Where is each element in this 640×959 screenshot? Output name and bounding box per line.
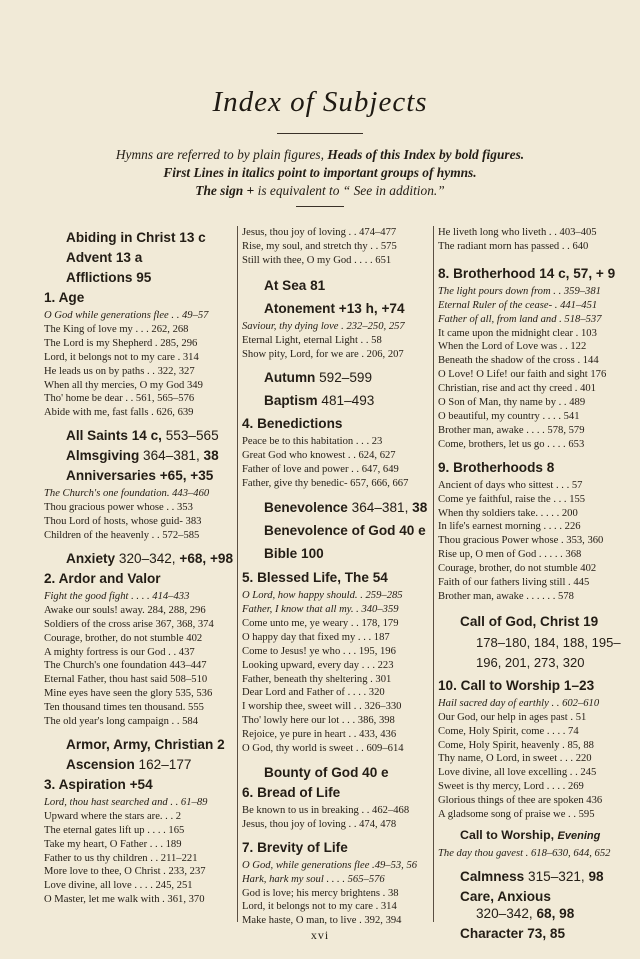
- index-entry: Jesus, thou joy of loving . . 474, 478: [242, 818, 397, 830]
- hymn-range: 364–381,: [143, 448, 200, 464]
- index-entry: Father, beneath thy sheltering . 301: [242, 673, 392, 685]
- index-entry: Come ye faithful, raise the . . . 155: [438, 493, 586, 505]
- index-entry: Show pity, Lord, for we are . 206, 207: [242, 348, 404, 360]
- intro-line2: First Lines in italics point to important groups of hymns.: [163, 165, 477, 180]
- index-entry: O Son of Man, thy name by . . 489: [438, 397, 586, 409]
- intro-line1b: Heads of this Index by bold figures.: [327, 147, 525, 162]
- index-entry: Father, give thy benedic- 657, 666, 667: [242, 478, 409, 490]
- head-ref: 98: [588, 868, 604, 884]
- index-entry: When the Lord of Love was . . 122: [438, 341, 587, 353]
- index-entry: A gladsome song of praise we . . 595: [438, 809, 595, 821]
- heading-benedictions: 4. Benedictions: [242, 416, 343, 432]
- heading-character: Character 73, 85: [460, 925, 566, 941]
- index-entry: Looking upward, every day . . . 223: [242, 659, 394, 671]
- hymn-range: 553–565: [165, 428, 219, 444]
- index-entry: O beautiful, my country . . . . 541: [438, 410, 580, 422]
- index-entry: Courage, brother, do not stumble 402: [44, 632, 203, 644]
- head-ref: 38: [412, 500, 428, 516]
- index-column-1: [44, 226, 234, 907]
- index-entry: Soldiers of the cross arise 367, 368, 374: [44, 618, 214, 630]
- index-entry: Glorious things of thee are spoken 436: [438, 795, 603, 807]
- index-entry: Thou Lord of hosts, whose guid- 383: [44, 516, 202, 528]
- index-entry: Father, I know that all my. . 340–359: [242, 603, 399, 615]
- hymn-range: 320–342,: [476, 905, 533, 921]
- index-entry: Take my heart, O Father . . . 189: [44, 838, 182, 850]
- index-entry: Lord, thou hast searched and . . 61–89: [44, 796, 208, 808]
- heading-text: Ascension: [66, 756, 135, 772]
- heading-autumn: [242, 370, 429, 385]
- index-entry: Come, Holy Spirit, come . . . . 74: [438, 725, 579, 737]
- continued-entries: [242, 226, 429, 268]
- index-entry: Peace be to this habitation . . . 23: [242, 436, 383, 448]
- ardor-entries: [44, 590, 234, 729]
- index-entry: Saviour, thy dying love . 232–250, 257: [242, 320, 405, 332]
- index-entry: Great God who knowest . . 624, 627: [242, 450, 396, 462]
- index-entry: The Church's one foundation 443–447: [44, 660, 207, 672]
- index-entry: Thy name, O Lord, in sweet . . . 220: [438, 753, 592, 765]
- index-entry: Dear Lord and Father of . . . . 320: [242, 687, 385, 699]
- index-entry: Father of love and power . . 647, 649: [242, 464, 399, 476]
- heading-all-saints: [44, 428, 234, 443]
- intro-plus-sign: +: [246, 183, 255, 198]
- brotherhood-entries: [438, 285, 622, 452]
- index-entry: The radiant morn has passed . . 640: [438, 240, 589, 252]
- anniversaries-entries: [44, 487, 234, 543]
- index-entry: Tho' lowly here our lot . . . 386, 398: [242, 715, 395, 727]
- heading-text: Call to Worship,: [460, 828, 555, 842]
- hymn-range: 315–321,: [528, 868, 585, 884]
- heading-text: Baptism: [264, 393, 318, 409]
- heading-text: Calmness: [460, 868, 525, 884]
- index-entry: Father of all, from land and . 518–537: [438, 313, 602, 325]
- brevity-entries: [242, 859, 429, 929]
- index-entry: Abide with me, fast falls . 626, 639: [44, 407, 194, 419]
- index-entry: Mine eyes have seen the glory 535, 536: [44, 688, 213, 700]
- index-entry: O God while generations flee . . 49–57: [44, 310, 209, 321]
- heading-bread-of-life: 6. Bread of Life: [242, 784, 341, 800]
- index-entry: Rise, my soul, and stretch thy . . 575: [242, 240, 397, 252]
- heading-blessed-life: 5. Blessed Life, The 54: [242, 570, 388, 586]
- index-entry: When thy soldiers take. . . . . 200: [438, 507, 578, 519]
- intro-line3a: The sign: [195, 183, 244, 198]
- atonement-entries: [242, 320, 429, 362]
- page-number: xvi: [310, 928, 330, 942]
- intro-rule: [296, 206, 344, 207]
- intro-line3c: is equivalent to “ See in addition.”: [257, 183, 445, 198]
- heading-call-of-god: Call of God, Christ 19: [460, 613, 599, 629]
- heading-bible: Bible 100: [264, 546, 324, 562]
- index-entry: Love divine, all love . . . . 245, 251: [44, 880, 193, 892]
- index-entry: Hail sacred day of earthly . . 602–610: [438, 697, 600, 709]
- index-entry: Brother man, awake . . . . . . 578: [438, 590, 574, 602]
- heading-anxiety: [44, 551, 234, 566]
- heading-brotherhood: 8. Brotherhood 14 c, 57, + 9: [438, 265, 616, 281]
- care-anxious-refs: [438, 906, 622, 921]
- heading-abiding: Abiding in Christ 13 c: [66, 230, 206, 245]
- age-entries: [44, 309, 234, 420]
- aspiration-entries: [44, 796, 234, 907]
- index-entry: The day thou gavest . 618–630, 644, 652: [438, 848, 611, 859]
- index-entry: Upward where the stars are. . . 2: [44, 810, 182, 822]
- hymn-range: 481–493: [321, 393, 375, 409]
- index-entry: Father to us thy children . . 211–221: [44, 852, 198, 864]
- index-entry: Brother man, awake . . . . 578, 579: [438, 424, 585, 436]
- index-entry: Come, brothers, let us go . . . . 653: [438, 438, 585, 450]
- index-column-2: [242, 226, 429, 928]
- index-entry: The eternal gates lift up . . . . 165: [44, 824, 185, 836]
- index-entry: Eternal Light, eternal Light . . 58: [242, 334, 382, 346]
- index-entry: Come, Holy Spirit, heavenly . 85, 88: [438, 739, 594, 751]
- index-entry: A mighty fortress is our God . . 437: [44, 646, 195, 658]
- heading-armor: Armor, Army, Christian 2: [66, 736, 225, 752]
- heading-benevolence: [242, 500, 429, 515]
- index-entry: Be known to us in breaking . . 462–468: [242, 804, 410, 816]
- heading-care-anxious: Care, Anxious: [460, 888, 551, 904]
- index-entry: Make haste, O man, to live . 392, 394: [242, 915, 402, 927]
- index-entry: O Master, let me walk with . 361, 370: [44, 894, 205, 906]
- index-entry: He liveth long who liveth . . 403–405: [438, 227, 597, 238]
- index-entry: Ten thousand times ten thousand. 555: [44, 702, 204, 714]
- index-entry: Jesus, thou joy of loving . . 474–477: [242, 227, 397, 238]
- heading-ascension: [44, 757, 234, 772]
- intro-line1a: Hymns are referred to by plain figures,: [115, 147, 324, 162]
- index-entry: Thou gracious power whose . . 353: [44, 502, 193, 514]
- heading-text: Autumn: [264, 370, 316, 386]
- heading-text: Almsgiving: [66, 448, 140, 464]
- index-entry: Our God, our help in ages past . 51: [438, 711, 587, 723]
- title-rule: [277, 133, 363, 134]
- index-entry: O happy day that fixed my . . . 187: [242, 631, 390, 643]
- benedictions-entries: [242, 435, 429, 491]
- bread-entries: [242, 804, 429, 832]
- call-of-god-hymns: 178–180, 184, 188, 195–196, 201, 273, 320: [476, 634, 621, 670]
- heading-call-to-worship: 10. Call to Worship 1–23: [438, 677, 595, 693]
- blessed-entries: [242, 589, 429, 756]
- index-entry: It came upon the midnight clear . 103: [438, 327, 597, 339]
- heading-brevity: 7. Brevity of Life: [242, 839, 348, 855]
- heading-baptism: [242, 393, 429, 408]
- heading-almsgiving: [44, 448, 234, 463]
- head-ref: 38: [203, 448, 219, 464]
- index-entry: Come to Jesus! ye who . . . 195, 196: [242, 645, 396, 657]
- heading-benevolence-of-god: Benevolence of God 40 e: [264, 523, 426, 539]
- index-entry: Love divine, all love excelling . . 245: [438, 767, 597, 779]
- call-to-worship-entries: [438, 697, 622, 822]
- index-entry: The Church's one foundation. 443–460: [44, 488, 210, 500]
- column-divider: [433, 226, 434, 922]
- index-entry: O God, thy world is sweet . . 609–614: [242, 743, 404, 755]
- heading-afflictions: Afflictions 95: [66, 270, 152, 285]
- heading-bounty: Bounty of God 40 e: [264, 764, 389, 780]
- index-entry: O God, while generations flee .49–53, 56: [242, 859, 418, 871]
- hymn-range: 364–381,: [351, 500, 409, 516]
- index-entry: Thou gracious Power whose . 353, 360: [438, 535, 604, 547]
- index-entry: Fight the good fight . . . . 414–433: [44, 590, 190, 602]
- index-entry: Hark, hark my soul . . . . 565–576: [242, 873, 385, 885]
- hymn-range: 162–177: [138, 756, 192, 772]
- column-divider: [237, 226, 238, 922]
- index-entry: Rejoice, ye pure in heart . . 433, 436: [242, 729, 397, 741]
- index-entry: Awake our souls! away. 284, 288, 296: [44, 604, 206, 616]
- index-entry: He leads us on by paths . . 322, 327: [44, 365, 195, 377]
- index-entry: I worship thee, sweet will . . 326–330: [242, 701, 402, 713]
- index-entry: Eternal Father, thou hast said 508–510: [44, 674, 208, 686]
- heading-advent: Advent 13 a: [66, 250, 143, 265]
- index-entry: O Lord, how happy should. . 259–285: [242, 590, 403, 602]
- index-entry: Children of the heavenly . . 572–585: [44, 529, 200, 541]
- index-entry: The Lord is my Shepherd . 285, 296: [44, 337, 198, 349]
- intro-text: [0, 146, 640, 200]
- hymn-range: 320–342,: [118, 550, 176, 566]
- index-entry: Sweet is thy mercy, Lord . . . . 269: [438, 781, 584, 793]
- index-entry: More love to thee, O Christ . 233, 237: [44, 866, 206, 878]
- index-entry: Come unto me, ye weary . . 178, 179: [242, 617, 399, 629]
- heading-anniversaries: Anniversaries +65, +35: [66, 468, 214, 484]
- index-entry: Courage, brother, do not stumble 402: [438, 563, 597, 575]
- index-entry: Lord, it belongs not to my care . 314: [44, 351, 199, 363]
- index-column-3: [438, 226, 622, 945]
- heading-brotherhoods: 9. Brotherhoods 8: [438, 459, 555, 475]
- index-entry: Ancient of days who sittest . . . 57: [438, 479, 583, 491]
- heading-at-sea: At Sea 81: [264, 277, 326, 293]
- index-entry: Christian, rise and act thy creed . 401: [438, 383, 596, 395]
- heading-text: All Saints 14 c,: [66, 428, 162, 444]
- index-entry: The old year's long campaign . . 584: [44, 716, 199, 728]
- index-entry: Faith of our fathers living still . 445: [438, 577, 590, 589]
- index-entry: The King of love my . . . 262, 268: [44, 323, 189, 335]
- index-entry: Beneath the shadow of the cross . 144: [438, 355, 599, 367]
- heading-calmness: [438, 869, 622, 884]
- head-ref: +68, +98: [179, 550, 234, 566]
- heading-qualifier: Evening: [557, 830, 601, 842]
- index-entry: Rise up, O men of God . . . . . 368: [438, 549, 582, 561]
- index-entry: God is love; his mercy brightens . 38: [242, 887, 399, 899]
- index-entry: When all thy mercies, O my God 349: [44, 379, 203, 391]
- head-ref: 68, 98: [536, 905, 575, 921]
- brotherhoods-entries: [438, 479, 622, 604]
- index-entry: The light pours down from . . 359–381: [438, 285, 601, 297]
- heading-ardor: 2. Ardor and Valor: [44, 570, 161, 586]
- hymn-range: 592–599: [319, 370, 373, 386]
- index-entry: Lord, it belongs not to my care . 314: [242, 901, 397, 913]
- page-title: Index of Subjects: [212, 86, 428, 118]
- continued-entries: [438, 226, 622, 254]
- index-entry: O Love! O Life! our faith and sight 176: [438, 369, 607, 381]
- index-entry: Tho' home be dear . . 561, 565–576: [44, 393, 195, 405]
- index-entry: In life's earnest morning . . . . 226: [438, 521, 581, 533]
- heading-aspiration: 3. Aspiration +54: [44, 776, 153, 792]
- index-entry: Eternal Ruler of the cease- . 441–451: [438, 299, 598, 311]
- heading-text: Anxiety: [66, 550, 116, 566]
- heading-text: Benevolence: [264, 500, 348, 516]
- heading-call-to-worship-evening: [438, 828, 622, 842]
- heading-age: 1. Age: [44, 290, 85, 305]
- heading-atonement: Atonement +13 h, +74: [264, 300, 405, 316]
- index-entry: Still with thee, O my God . . . . 651: [242, 254, 392, 266]
